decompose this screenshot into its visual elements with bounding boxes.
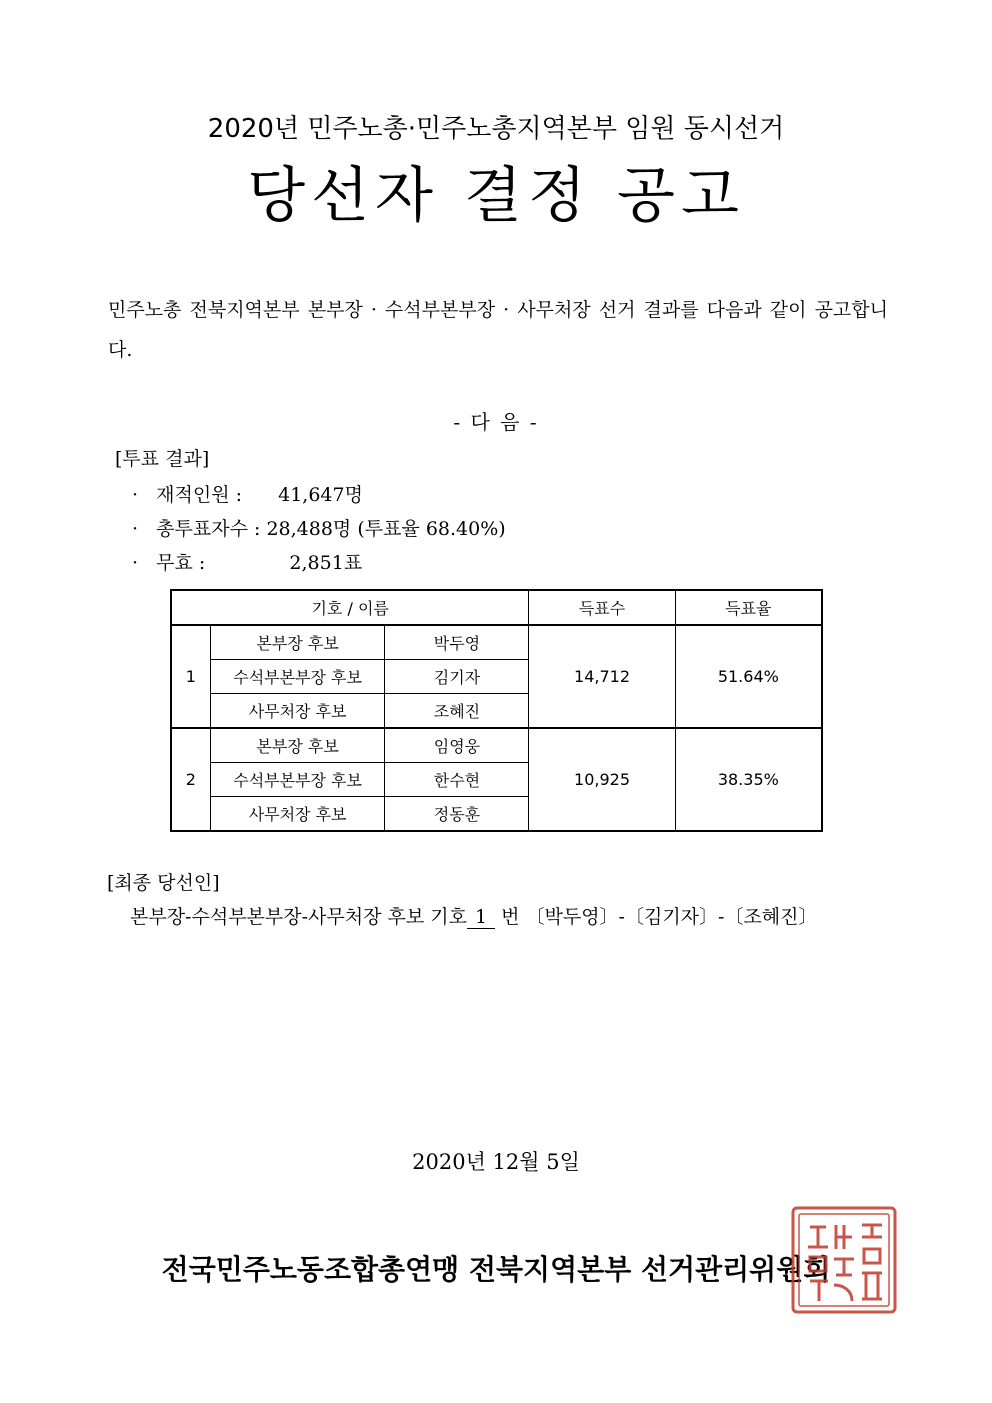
candidate-number: 2 [171,728,210,831]
official-seal-icon [790,1205,898,1315]
rate-cell: 38.35% [675,728,822,831]
result-value: 2,851표 [289,552,363,574]
winner-number: 1 [467,906,495,929]
role-cell: 사무처장 후보 [210,797,385,832]
intro-paragraph: 민주노총 전북지역본부 본부장 · 수석부본부장 · 사무처장 선거 결과를 다음과 같이 공고합니다. [108,299,888,361]
name-cell: 임영웅 [385,728,529,763]
vote-results-label: [투표 결과] [115,448,210,470]
votes-cell: 14,712 [529,625,675,728]
result-item-enrolled [132,480,363,507]
winner-line [130,902,818,929]
candidate-number: 1 [171,625,210,728]
winner-label: [최종 당선인] [107,872,220,894]
header-votes: 득표수 [529,590,675,625]
result-key: 무효 : [156,552,206,574]
result-item-total-voters [132,514,506,541]
table-header-row [171,590,822,625]
results-table [170,589,823,832]
votes-cell: 10,925 [529,728,675,831]
name-cell: 한수현 [385,763,529,797]
table-row [171,728,822,763]
role-cell: 본부장 후보 [210,728,385,763]
bullet-icon: · [132,484,139,506]
name-cell: 박두영 [385,625,529,660]
result-value: 28,488명 (투표율 68.40%) [266,518,506,540]
header-rate: 득표율 [675,590,822,625]
announcement-date: 2020년 12월 5일 [412,1150,580,1174]
role-cell: 사무처장 후보 [210,694,385,729]
subtitle: 2020년 민주노총·민주노총지역본부 임원 동시선거 [207,114,785,144]
organization-name: 전국민주노동조합총연맹 전북지역본부 선거관리위원회 [161,1253,831,1286]
result-value: 41,647명 [278,484,363,506]
role-cell: 수석부본부장 후보 [210,660,385,694]
name-cell: 조혜진 [385,694,529,729]
bullet-icon: · [132,518,139,540]
name-cell: 정동훈 [385,797,529,832]
role-cell: 수석부본부장 후보 [210,763,385,797]
page-title: 당선자 결정 공고 [247,161,745,231]
result-key: 총투표자수 : [156,518,261,540]
winner-prefix: 본부장-수석부본부장-사무처장 후보 기호 [130,906,467,928]
name-cell: 김기자 [385,660,529,694]
table-row [171,625,822,660]
role-cell: 본부장 후보 [210,625,385,660]
header-candidate: 기호 / 이름 [171,590,529,625]
bullet-icon: · [132,552,139,574]
winner-suffix: 번 〔박두영〕-〔김기자〕-〔조혜진〕 [501,906,818,928]
result-item-invalid [132,548,362,575]
result-key: 재적인원 : [156,484,243,506]
section-heading: - 다 음 - [453,410,539,434]
rate-cell: 51.64% [675,625,822,728]
